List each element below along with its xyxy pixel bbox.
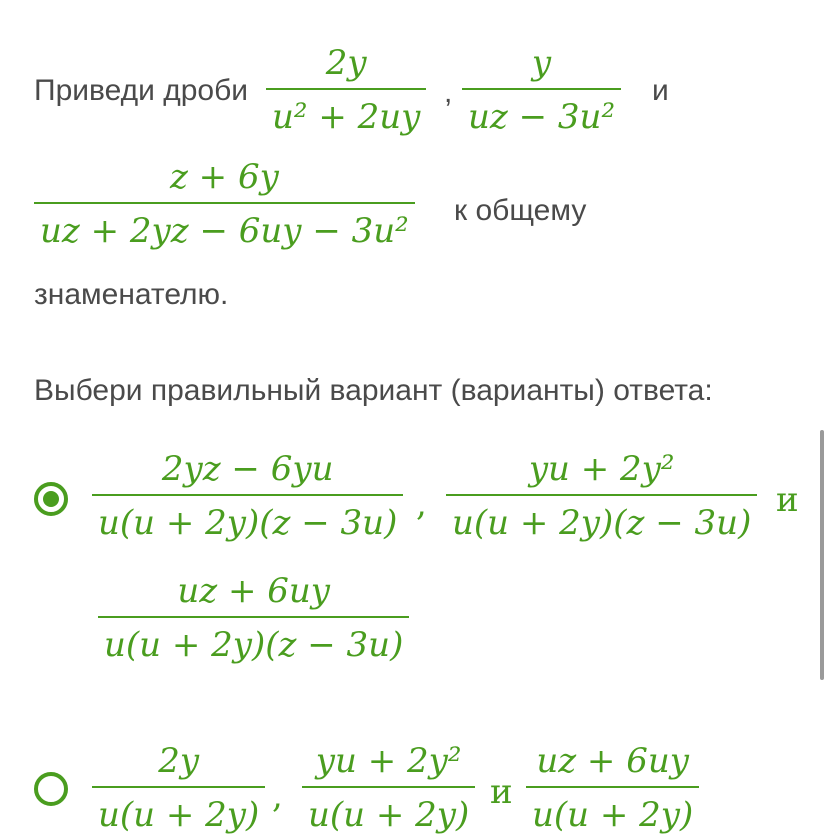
fraction-numerator: uz + 6uy <box>177 571 330 611</box>
fraction-denominator: uz − 3u² <box>468 97 616 137</box>
and-word: и <box>490 772 513 812</box>
fraction-numerator: yu + 2y² <box>315 741 462 781</box>
question-fraction-3 <box>34 157 415 251</box>
question-line3: знаменателю. <box>34 278 229 311</box>
question-fraction-2 <box>462 43 621 137</box>
comma: , <box>444 76 453 109</box>
scrollbar[interactable] <box>820 430 824 680</box>
fraction-numerator: 2y <box>325 43 367 83</box>
option-2-fraction-2 <box>302 741 475 835</box>
comma: , <box>416 484 427 524</box>
and-word: и <box>776 480 799 520</box>
radio-selected-icon[interactable] <box>34 482 68 516</box>
fraction-denominator: u(u + 2y) <box>98 795 260 835</box>
radio-unselected-icon[interactable] <box>34 772 68 806</box>
option-1-fraction-2 <box>446 449 757 543</box>
fraction-denominator: u(u + 2y) <box>532 795 694 835</box>
fraction-denominator: u(u + 2y)(z − 3u) <box>98 503 398 543</box>
question-suffix: к общему <box>454 194 587 227</box>
fraction-denominator: uz + 2yz − 6uy − 3u² <box>40 211 409 251</box>
option-2-fraction-1 <box>92 741 265 835</box>
fraction-denominator: u(u + 2y) <box>308 795 470 835</box>
radio-dot <box>43 491 59 507</box>
fraction-numerator: yu + 2y² <box>528 449 675 489</box>
fraction-numerator: 2yz − 6yu <box>161 449 334 489</box>
question-and: и <box>652 74 669 107</box>
fraction-numerator: uz + 6uy <box>536 741 689 781</box>
option-1-fraction-3 <box>98 571 409 665</box>
option-2-fraction-3 <box>526 741 699 835</box>
fraction-numerator: y <box>531 43 552 83</box>
fraction-denominator: u(u + 2y)(z − 3u) <box>452 503 752 543</box>
instruction-text: Выбери правильный вариант (варианты) ответа: <box>34 374 713 407</box>
question-prefix: Приведи дроби <box>34 74 249 107</box>
question-fraction-1 <box>266 43 426 137</box>
option-1-fraction-1 <box>92 449 403 543</box>
fraction-numerator: z + 6y <box>169 157 279 197</box>
fraction-numerator: 2y <box>158 741 200 781</box>
comma: , <box>272 776 283 816</box>
fraction-denominator: u(u + 2y)(z − 3u) <box>104 625 404 665</box>
fraction-denominator: u² + 2uy <box>272 97 421 137</box>
